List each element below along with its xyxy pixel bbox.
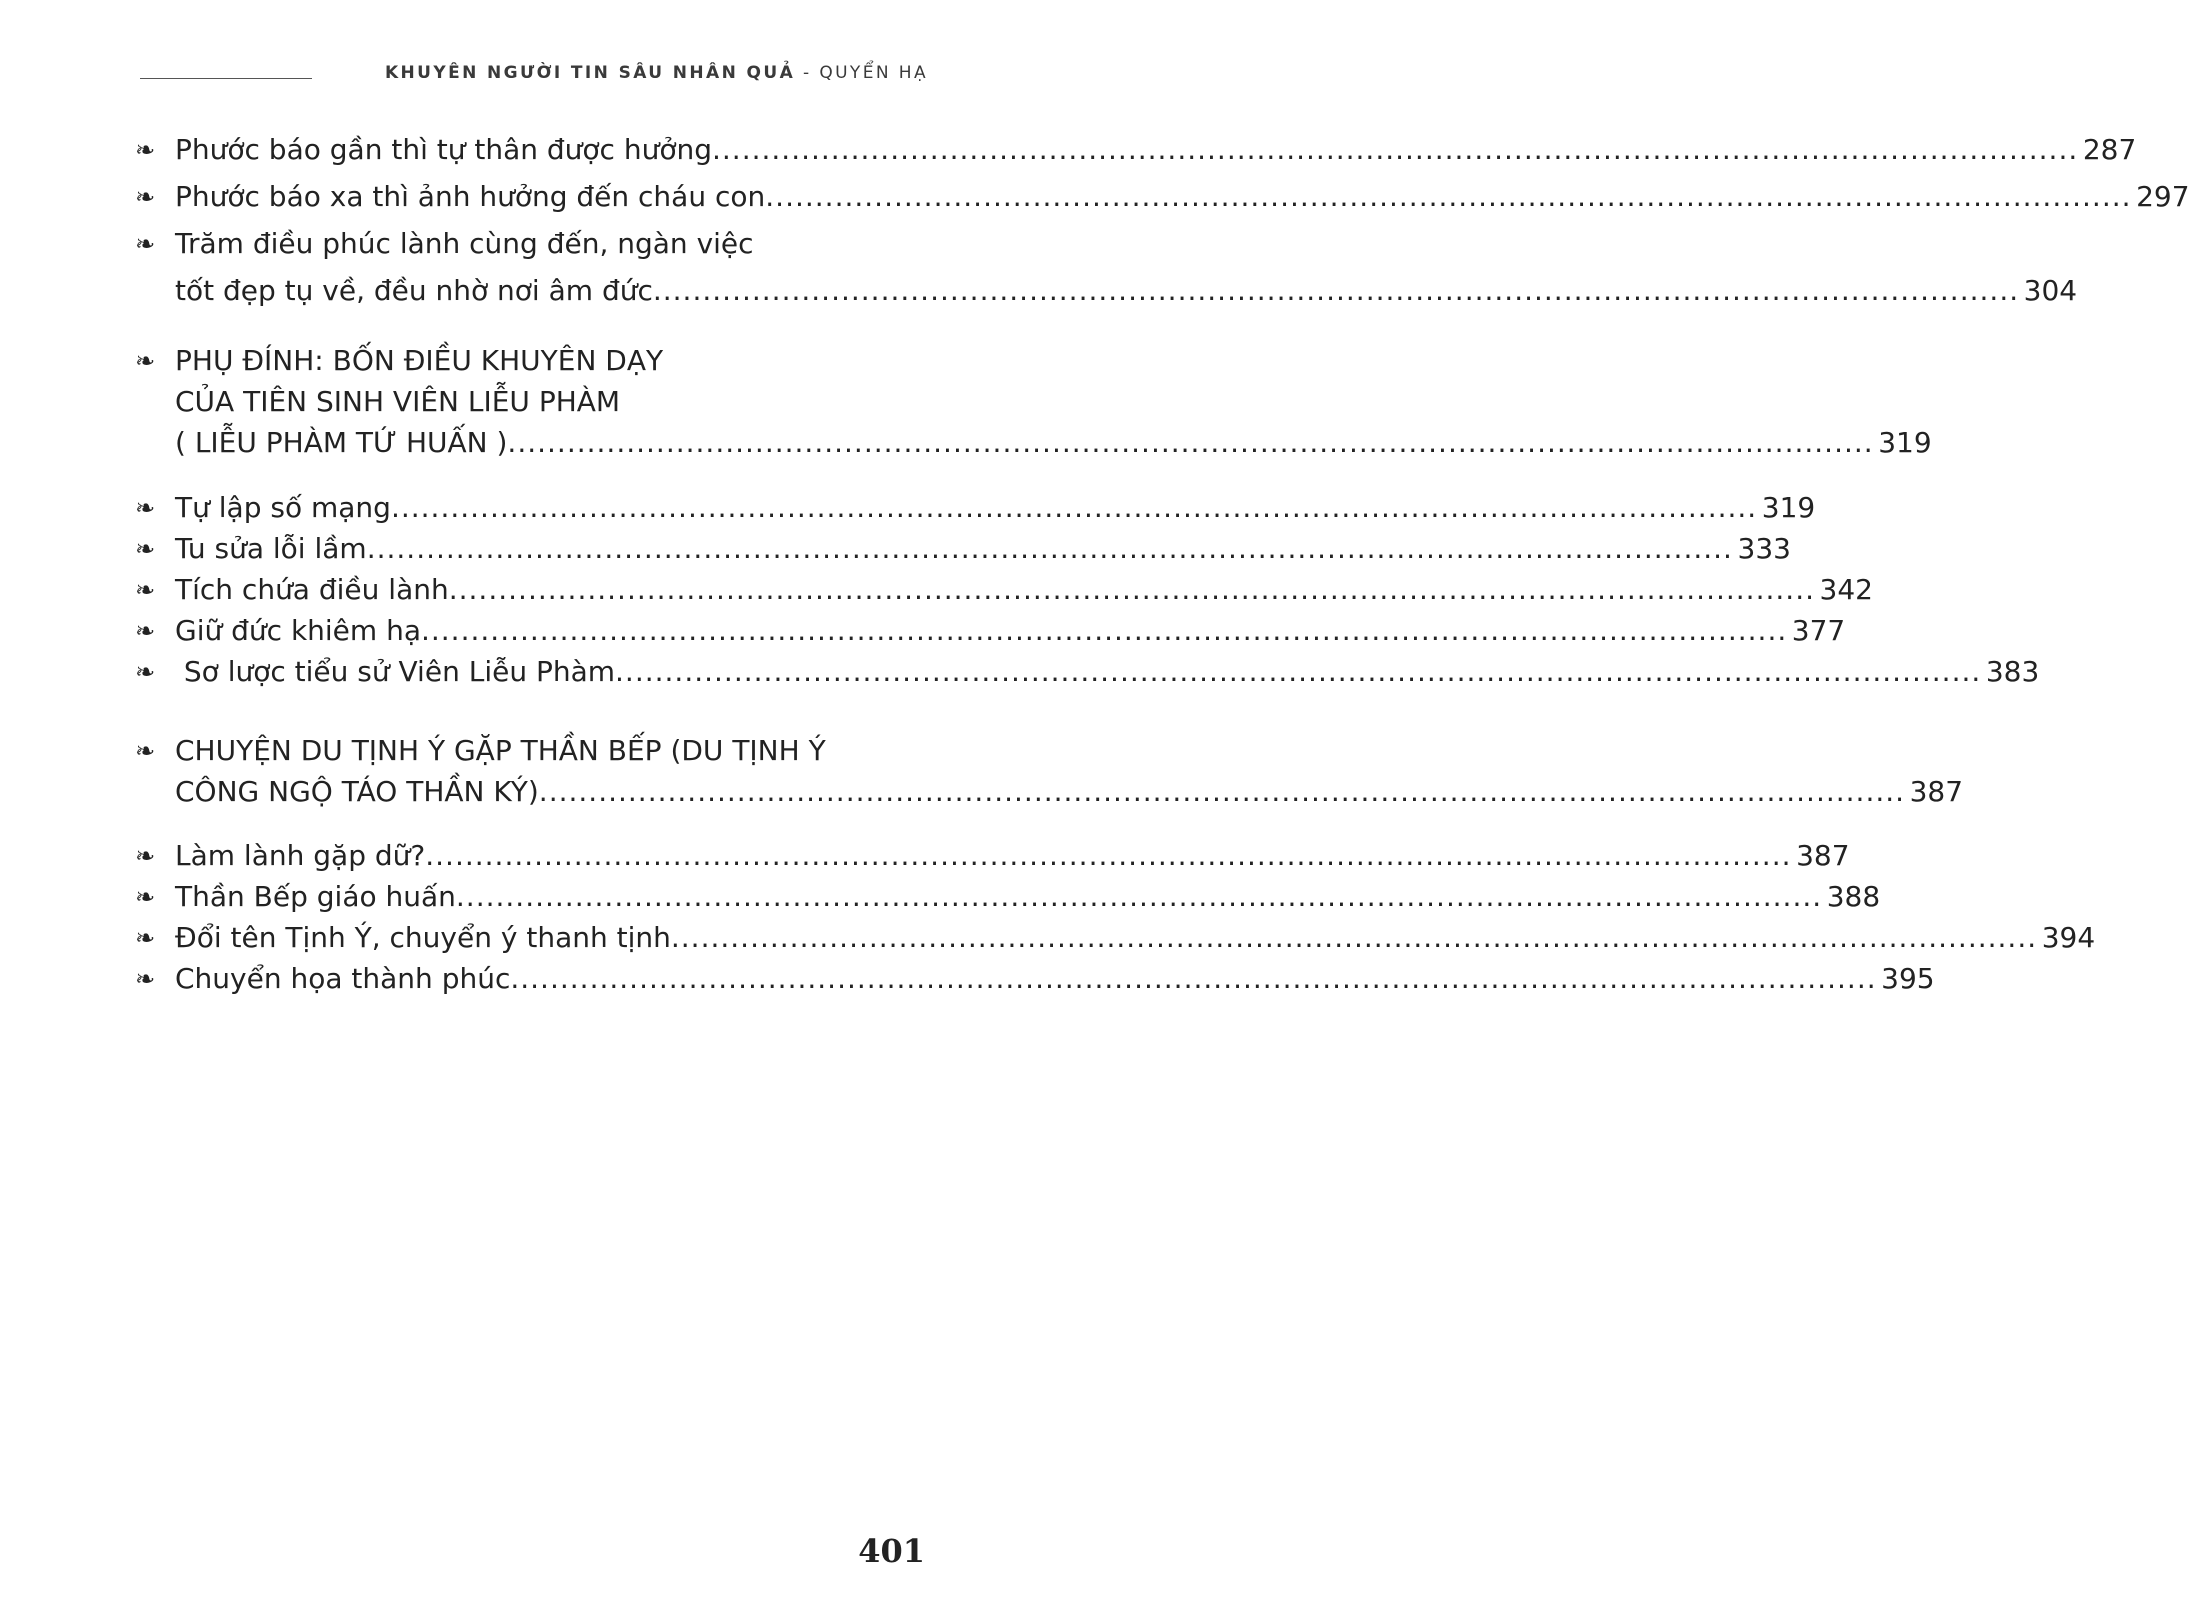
toc-entry-page: 333	[1737, 532, 1791, 565]
toc-entry[interactable]	[175, 271, 2078, 311]
toc-entry-page: 383	[1985, 655, 2040, 688]
toc-entry-title: Đổi tên Tịnh Ý, chuyển ý thanh tịnh	[175, 921, 671, 954]
dot-leader: ..........................................................................................................................................	[507, 426, 1874, 459]
fleuron-icon: ❧	[135, 737, 156, 765]
fleuron-icon: ❧	[135, 347, 156, 375]
fleuron-icon: ❧	[135, 965, 156, 993]
page-number: 401	[858, 1532, 925, 1570]
toc-section-line[interactable]	[135, 731, 920, 771]
fleuron-icon: ❧	[135, 658, 156, 686]
toc-entry[interactable]	[135, 130, 2137, 170]
toc-entry-page: 387	[1796, 839, 1850, 872]
toc-entry-page: 388	[1826, 880, 1881, 913]
fleuron-icon: ❧	[135, 183, 156, 211]
toc-entry-page: 395	[1881, 962, 1935, 995]
toc-section-title: CHUYỆN DU TỊNH Ý GẶP THẦN BẾP (DU TỊNH Ý	[175, 734, 826, 767]
toc-entry-page: 387	[1909, 775, 1964, 808]
toc-entry[interactable]	[135, 959, 1935, 999]
toc-entry[interactable]	[135, 877, 1881, 917]
toc-entry[interactable]	[135, 836, 1850, 876]
toc-entry-page: 297	[2136, 180, 2190, 213]
toc-entry-title: Giữ đức khiêm hạ	[175, 614, 421, 647]
dot-leader: ..........................................................................................................................................	[448, 573, 1815, 606]
toc-entry-title: Thần Bếp giáo huấn	[175, 880, 456, 913]
toc-entry[interactable]	[135, 177, 2190, 217]
toc-entry-title: Phước báo gần thì tự thân được hưởng	[175, 133, 712, 166]
toc-section-title: PHỤ ĐÍNH: BỐN ĐIỀU KHUYÊN DẠY	[175, 344, 664, 377]
toc-entry[interactable]	[135, 529, 1791, 569]
header-separator: -	[795, 63, 820, 83]
toc-entry-page: 319	[1878, 426, 1932, 459]
fleuron-icon: ❧	[135, 842, 156, 870]
fleuron-icon: ❧	[135, 136, 156, 164]
dot-leader: ..........................................................................................................................................	[420, 614, 1788, 647]
fleuron-icon: ❧	[135, 883, 156, 911]
toc-section[interactable]	[175, 772, 1964, 812]
toc-entry-title: Chuyển họa thành phúc	[175, 962, 511, 995]
toc-entry[interactable]	[135, 488, 1816, 528]
toc-entry-title: Sơ lược tiểu sử Viên Liễu Phàm	[175, 655, 616, 688]
toc-entry-page: 287	[2082, 133, 2137, 166]
toc-section-line[interactable]	[135, 341, 920, 381]
dot-leader: ..........................................................................................................................................	[390, 491, 1758, 524]
fleuron-icon: ❧	[135, 494, 156, 522]
dot-leader: ..........................................................................................................................................	[765, 180, 2132, 213]
toc-entry-title: Tu sửa lỗi lầm	[175, 532, 367, 565]
toc-entry-page: 394	[2041, 921, 2096, 954]
toc-section-title-continued: CỦA TIÊN SINH VIÊN LIỄU PHÀM	[175, 385, 621, 418]
toc-entry[interactable]	[135, 611, 1846, 651]
dot-leader: ..........................................................................................................................................	[712, 133, 2079, 166]
toc-entry-page: 319	[1761, 491, 1816, 524]
dot-leader: ..........................................................................................................................................	[366, 532, 1733, 565]
toc-entry-page: 377	[1791, 614, 1846, 647]
fleuron-icon: ❧	[135, 924, 156, 952]
dot-leader: ..........................................................................................................................................	[652, 274, 2020, 307]
toc-section[interactable]	[175, 423, 1932, 463]
dot-leader: ..........................................................................................................................................	[425, 839, 1792, 872]
toc-section-title-continued: ( LIỄU PHÀM TỨ HUẤN )	[175, 426, 508, 459]
dot-leader: ..........................................................................................................................................	[455, 880, 1823, 913]
dot-leader: ..........................................................................................................................................	[615, 655, 1982, 688]
toc-section-title-continued: CÔNG NGỘ TÁO THẦN KÝ)	[175, 775, 539, 808]
running-header	[385, 63, 928, 83]
dot-leader: ..........................................................................................................................................	[510, 962, 1877, 995]
toc-entry-title: Tự lập số mạng	[175, 491, 391, 524]
toc-entry-title: Phước báo xa thì ảnh hưởng đến cháu con	[175, 180, 766, 213]
toc-entry[interactable]	[135, 652, 2040, 692]
toc-entry-title-continued: tốt đẹp tụ về, đều nhờ nơi âm đức	[175, 274, 653, 307]
fleuron-icon: ❧	[135, 230, 156, 258]
header-rule	[140, 78, 312, 79]
toc-entry[interactable]	[135, 570, 1873, 610]
fleuron-icon: ❧	[135, 535, 156, 563]
volume-label: QUYỂN HẠ	[819, 63, 928, 83]
toc-entry-page: 304	[2023, 274, 2078, 307]
toc-entry-title: Tích chứa điều lành	[175, 573, 449, 606]
toc-entry-title: Trăm điều phúc lành cùng đến, ngàn việc	[175, 227, 754, 260]
book-title: KHUYÊN NGƯỜI TIN SÂU NHÂN QUẢ	[384, 63, 796, 83]
toc-entry-title: Làm lành gặp dữ?	[175, 839, 426, 872]
toc-entry-page: 342	[1819, 573, 1873, 606]
fleuron-icon: ❧	[135, 617, 156, 645]
toc-entry-line[interactable]	[135, 224, 920, 264]
dot-leader: ..........................................................................................................................................	[538, 775, 1906, 808]
fleuron-icon: ❧	[135, 576, 156, 604]
toc-entry[interactable]	[135, 918, 2096, 958]
dot-leader: ..........................................................................................................................................	[670, 921, 2038, 954]
